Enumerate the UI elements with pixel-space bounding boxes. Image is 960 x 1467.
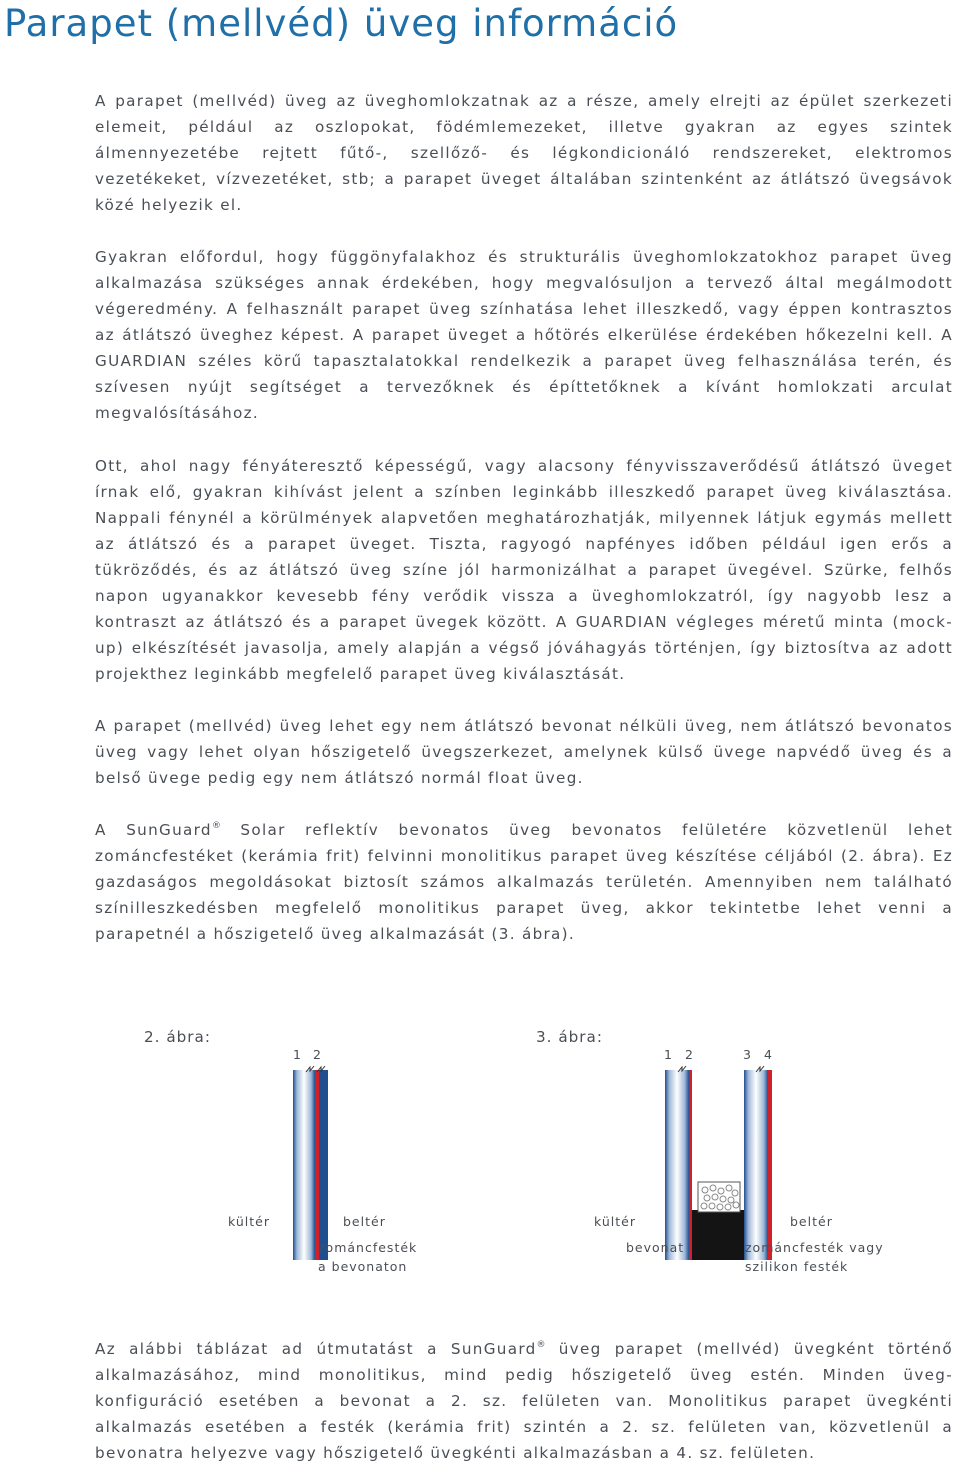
p6-text-end: üveg parapet (mellvéd) üvegként történő alkalmazásához, mind monolitikus, mind pedig hőszigetelő üveg estén. Minden üveg-konfiguráció esetében a bevonat a 2. sz. felületen van. Monolitikus parapet üvegkénti alkalmazás esetében a festék (kerámia frit) szintén a 2. sz. felületen van, közvetlenül a bevonatra helyezve vagy hőszigetelő üvegkénti alkalmazásban a 4. sz. felületen. [95, 1340, 953, 1462]
figure3-label: 3. ábra: [536, 1028, 603, 1046]
figure3-diagram [665, 1066, 772, 1260]
fig3-surface-3: 3 [743, 1047, 751, 1062]
paragraph-color-matching: Ott, ahol nagy fényáteresztő képességű, vagy alacsony fényvisszaverődésű átlátszó üveget írnak elő, gyakran kihívást jelent a színben leginkább illeszkedő parapet üveg kiválasztása. Nappali fénynél a körülmények alapvetően meghatározhatják, milyennek látjuk egymás mellett az átlátszó és a parapet üveget. Tiszta, ragyogó napfényes időben például igen erős a tükröződés, és az átlátszó üveg színe jól harmonizálhat a parapet üvegével. Szürke, felhős napon ugyanakkor kevesebb fény verődik vissza a üveghomlokzatról, így nagyobb lesz a kontraszt az átlátszó és a parapet üvegek között. A GUARDIAN végleges méretű minta (mock-up) elkészítését javasolja, amely alapján a végső jóváhagyás történjen, így biztosítva az adott projekthez leginkább megfelelő parapet üveg kiválasztását. [95, 457, 953, 683]
page-title: Parapet (mellvéd) üveg információ [4, 2, 679, 45]
registered-mark: ® [211, 821, 221, 831]
paragraph-curtain-walls: Gyakran előfordul, hogy függönyfalakhoz és strukturális üveghomlokzatokhoz parapet üveg alkalmazása szükséges annak érdekében, hogy megvalósuljon a tervező által megálmodott végeredmény. A felhasznált parapet üveg színhatása lehet illeszkedő, vagy éppen kontrasztos az átlátszó üveghez képest. A parapet üveget a hőtörés elkerülése érdekében hőkezelni kell. A GUARDIAN széles körű tapasztalatokkal rendelkezik a parapet üveg felhasználása terén, és szívesen nyújt segítséget a tervezőknek és építtetőknek a kívánt homlokzati arculat megvalósításához. [95, 248, 953, 422]
fig3-note-line2: szilikon festék [745, 1259, 849, 1274]
fig2-surface-1: 1 [293, 1047, 301, 1062]
main-content [95, 88, 953, 947]
paragraph-table-guidance [95, 1336, 953, 1466]
fig3-inside-label: beltér [790, 1214, 833, 1229]
fig3-surface-1: 1 [664, 1047, 672, 1062]
fig2-coating-layer [315, 1070, 319, 1260]
figures-section [0, 1020, 960, 1310]
fig2-glass-pane [293, 1070, 315, 1260]
fig3-spacer [692, 1210, 744, 1260]
fig2-enamel-layer [319, 1070, 328, 1260]
fig2-surface-2: 2 [313, 1047, 321, 1062]
p5-text-end: Solar reflektív bevonatos üveg bevonatos felületére közvetlenül lehet zománcfestéket (kerámia frit) felvinni monolitikus parapet üveg készítése céljából (2. ábra). Ez gazdaságos megoldásokat biztosít számos alkalmazás területén. Amennyiben nem található színilleszkedésben megfelelő monolitikus parapet üveg, akkor tekintetbe lehet venni a parapetnél a hőszigetelő üveg alkalmazását (3. ábra). [95, 821, 953, 943]
fig3-surface-4: 4 [764, 1047, 772, 1062]
fig3-inner-pane [744, 1070, 768, 1260]
p5-text-start: A SunGuard [95, 821, 212, 839]
fig3-paint-layer [768, 1070, 772, 1260]
p6-text-start: Az alábbi táblázat ad útmutatást a SunGuard [95, 1340, 537, 1358]
fig3-note-line1: zománcfesték vagy [745, 1240, 884, 1255]
fig3-coating-layer [689, 1070, 692, 1260]
figure2-diagram [293, 1066, 328, 1260]
fig3-coating-label: bevonat [626, 1240, 685, 1255]
paragraph-parapet-types: A parapet (mellvéd) üveg lehet egy nem átlátszó bevonat nélküli üveg, nem átlátszó bevonatos üveg vagy lehet olyan hőszigetelő üvegszerkezet, amelynek külső üvege napvédő üveg és a belső üvege pedig egy nem átlátszó normál float üveg. [95, 717, 953, 787]
fig3-outer-pane [665, 1070, 689, 1260]
paragraph-parapet-definition: A parapet (mellvéd) üveg az üveghomlokzatnak az a része, amely elrejti az épület szerkezeti elemeit, például az oszlopokat, födémlemezeket, illetve gyakran az egyes szintek álmennyezetébe rejtett fűtő-, szellőző- és légkondicionáló rendszereket, elektromos vezetékeket, vízvezetéket, stb; a parapet üveget általában szintenként az átlátszó üvegsávok közé helyezik el. [95, 92, 953, 214]
fig3-outside-label: kültér [594, 1214, 636, 1229]
fig2-inside-label: beltér [343, 1214, 386, 1229]
fig2-note-line1: zománcfesték [318, 1240, 418, 1255]
fig2-note-line2: a bevonaton [318, 1259, 408, 1274]
figure2-label: 2. ábra: [144, 1028, 211, 1046]
paragraph-sunguard-solar [95, 817, 953, 947]
fig2-outside-label: kültér [228, 1214, 270, 1229]
registered-mark-2: ® [536, 1340, 546, 1350]
fig3-surface-2: 2 [685, 1047, 693, 1062]
